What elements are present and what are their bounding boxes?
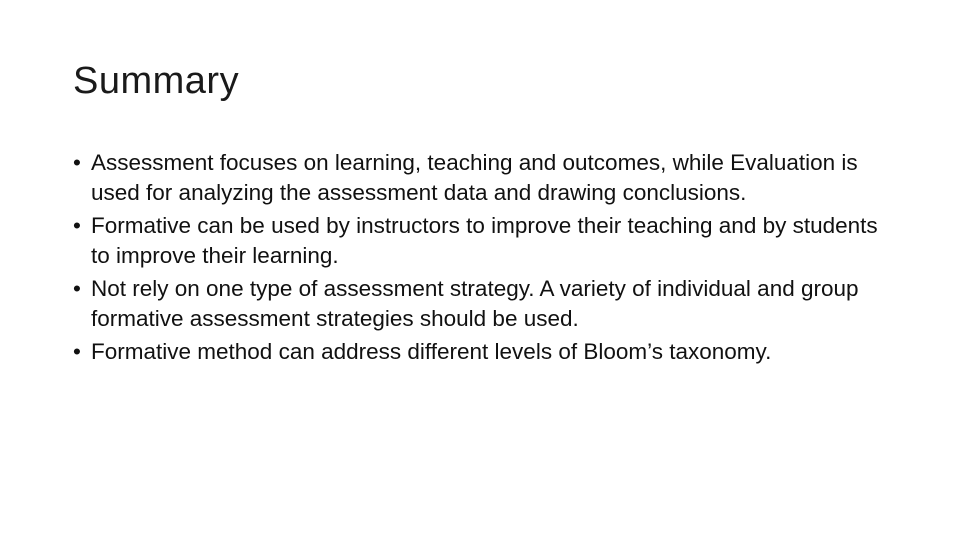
bullet-marker: • [73, 339, 81, 364]
bullet-text: Assessment focuses on learning, teaching and outcomes, while Evaluation is used for analyzing the assessment data and drawing conclusions. [91, 150, 858, 205]
bullet-marker: • [73, 276, 81, 301]
bullet-item [73, 211, 883, 270]
bullet-text: Formative method can address different levels of Bloom’s taxonomy. [91, 339, 772, 364]
bullet-text: Not rely on one type of assessment strategy. A variety of individual and group formative assessment strategies should be used. [91, 276, 859, 331]
bullet-marker: • [73, 213, 81, 238]
slide-title: Summary [73, 60, 240, 102]
bullet-marker: • [73, 150, 81, 175]
bullet-item [73, 337, 883, 367]
bullet-text: Formative can be used by instructors to improve their teaching and by students to improve their learning. [91, 213, 878, 268]
bullet-list [73, 148, 883, 371]
bullet-item [73, 148, 883, 207]
bullet-item [73, 274, 883, 333]
